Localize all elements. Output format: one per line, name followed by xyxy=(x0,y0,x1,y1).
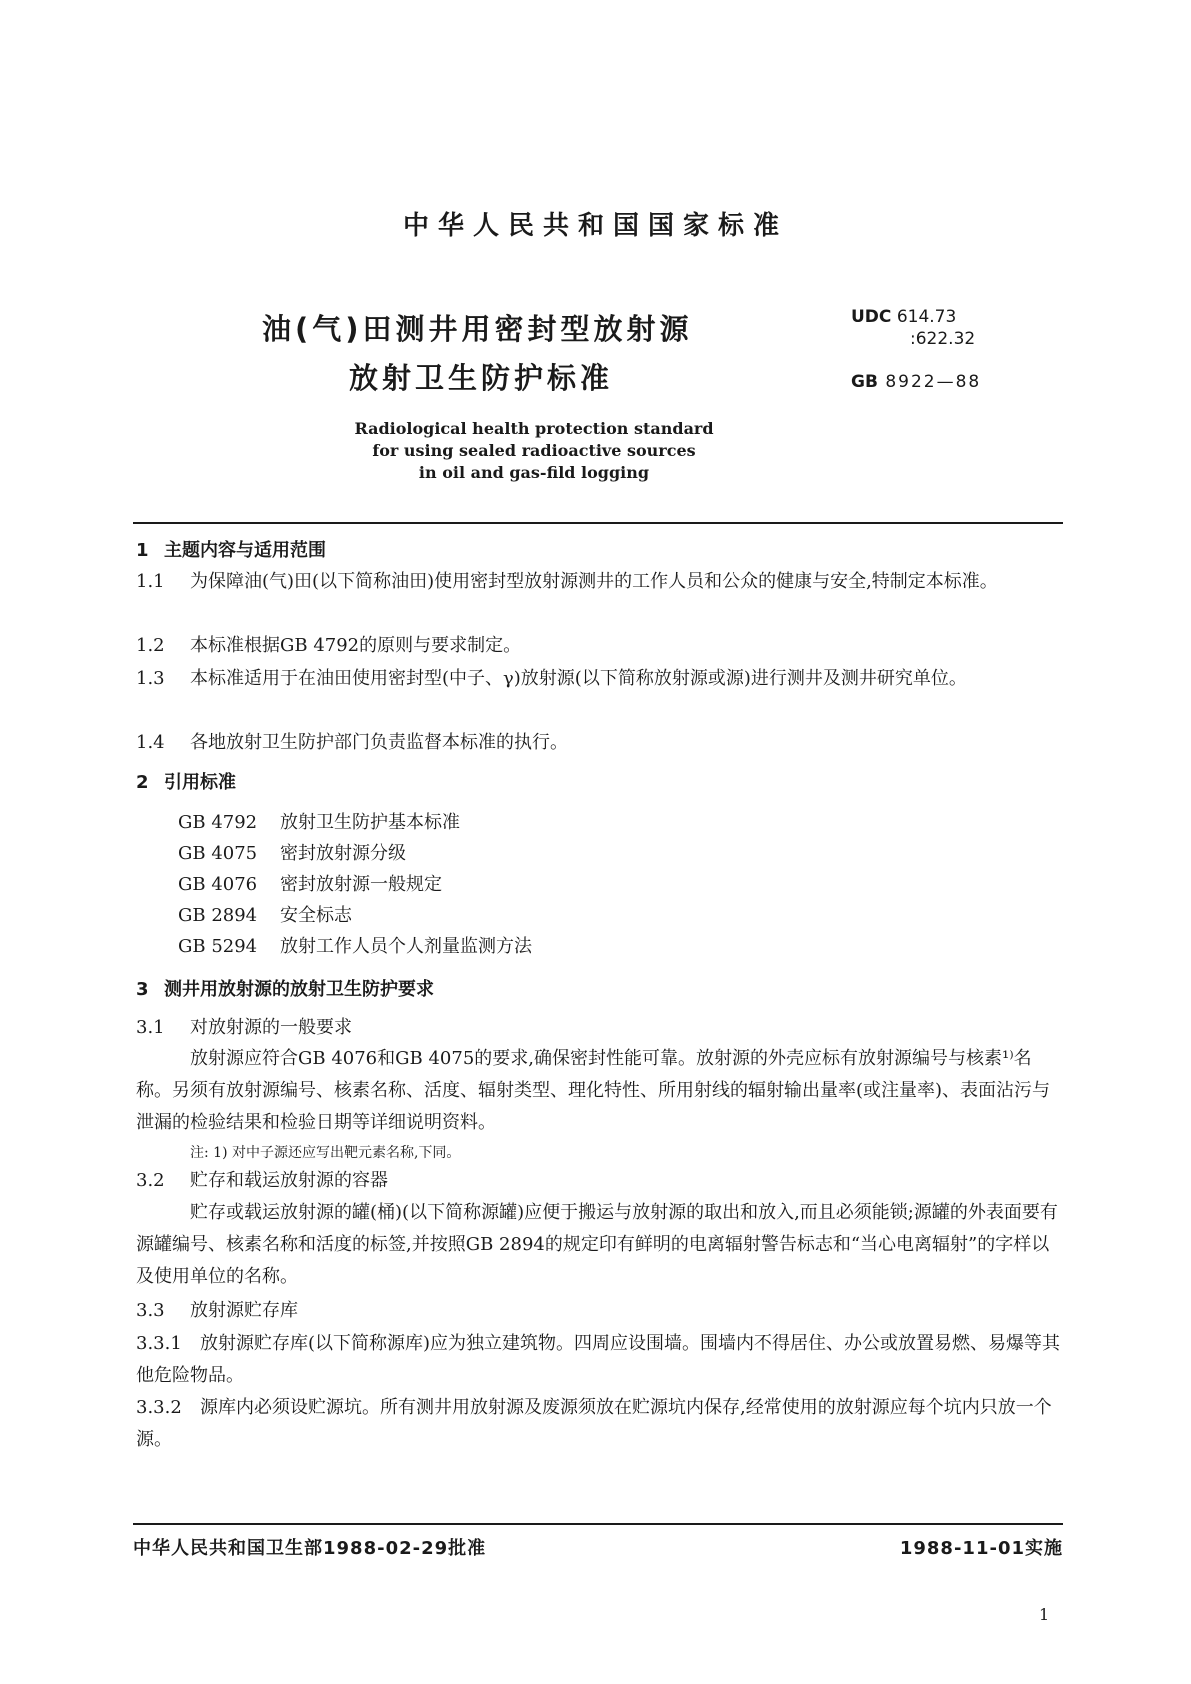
clause-1-3 xyxy=(136,663,1066,695)
udc-classification xyxy=(851,306,975,350)
clause-text: 各地放射卫生防护部门负责监督本标准的执行。 xyxy=(190,732,568,753)
clause-number: 3.3.1 xyxy=(136,1333,182,1354)
clause-3-3-2 xyxy=(136,1392,1066,1456)
clause-1-4 xyxy=(136,727,1066,759)
section-2-heading xyxy=(136,768,236,794)
reference-name: 密封放射源分级 xyxy=(280,843,406,864)
clause-text: 为保障油(气)田(以下简称油田)使用密封型放射源测井的工作人员和公众的健康与安全,特制定本标准。 xyxy=(190,571,998,592)
clause-title: 放射源贮存库 xyxy=(190,1300,298,1321)
udc-value: 614.73 xyxy=(896,307,957,327)
udc-label: UDC xyxy=(851,307,892,327)
section-number: 3 xyxy=(136,979,149,1000)
reference-item xyxy=(178,808,460,834)
reference-code: GB 2894 xyxy=(178,905,258,926)
english-title-line-2: for using sealed radioactive sources xyxy=(372,441,696,460)
reference-item xyxy=(178,870,442,896)
gb-label: GB xyxy=(851,372,878,392)
section-1-heading xyxy=(136,536,326,562)
reference-item xyxy=(178,839,406,865)
section-3-heading xyxy=(136,975,434,1001)
reference-name: 放射卫生防护基本标准 xyxy=(280,812,460,833)
reference-name: 放射工作人员个人剂量监测方法 xyxy=(280,936,532,957)
section-title: 测井用放射源的放射卫生防护要求 xyxy=(164,979,434,1000)
reference-item xyxy=(178,932,532,958)
reference-name: 密封放射源一般规定 xyxy=(280,874,442,895)
reference-code: GB 4076 xyxy=(178,874,258,895)
effective-date: 1988-11-01实施 xyxy=(899,1538,1063,1559)
title-line-1: 油(气)田测井用密封型放射源 xyxy=(262,312,693,346)
section-number: 1 xyxy=(136,540,149,561)
approval-statement: 中华人民共和国卫生部1988-02-29批准 xyxy=(133,1538,487,1559)
national-standard-heading: 中华人民共和国国家标准 xyxy=(402,211,788,241)
clause-1-2 xyxy=(136,630,1066,662)
english-title-line-3: in oil and gas-fild logging xyxy=(418,463,650,482)
clause-title: 对放射源的一般要求 xyxy=(190,1017,352,1038)
reference-code: GB 4792 xyxy=(178,812,258,833)
clause-number: 3.3.2 xyxy=(136,1397,182,1418)
reference-name: 安全标志 xyxy=(280,905,352,926)
clause-3-1-title xyxy=(136,1012,1066,1044)
page-number: 1 xyxy=(1039,1605,1050,1624)
gb-number: 8922—88 xyxy=(885,372,982,392)
clause-3-1-text: 放射源应符合GB 4076和GB 4075的要求,确保密封性能可靠。放射源的外壳应标有放射源编号与核素¹⁾名称。另须有放射源编号、核素名称、活度、辐射类型、理化特性、所用射线的辐射输出量率(或注量率)、表面沾污与泄漏的检验结果和检验日期等详细说明资料。 xyxy=(136,1048,1051,1133)
clause-number: 1.3 xyxy=(136,668,165,689)
clause-1-1 xyxy=(136,566,1066,598)
clause-3-3-1 xyxy=(136,1328,1066,1392)
reference-code: GB 5294 xyxy=(178,936,258,957)
clause-number: 1.1 xyxy=(136,571,165,592)
footer-divider xyxy=(133,1523,1063,1525)
gb-standard-number xyxy=(851,372,981,392)
clause-number: 1.4 xyxy=(136,732,165,753)
clause-number: 3.1 xyxy=(136,1017,165,1038)
clause-text: 放射源贮存库(以下简称源库)应为独立建筑物。四周应设围墙。围墙内不得居住、办公或放置易燃、易爆等其他危险物品。 xyxy=(136,1333,1061,1386)
reference-code: GB 4075 xyxy=(178,843,258,864)
footnote: 注: 1) 对中子源还应写出靶元素名称,下同。 xyxy=(190,1145,461,1161)
clause-3-2-text: 贮存或载运放射源的罐(桶)(以下简称源罐)应便于搬运与放射源的取出和放入,而且必须能锁;源罐的外表面要有源罐编号、核素名称和活度的标签,并按照GB 2894的规定印有鲜明的电离辐射警告标志和“当心电离辐射”的字样以及使用单位的名称。 xyxy=(136,1202,1058,1287)
clause-text: 源库内必须设贮源坑。所有测井用放射源及废源须放在贮源坑内保存,经常使用的放射源应每个坑内只放一个源。 xyxy=(136,1397,1052,1450)
reference-item xyxy=(178,901,352,927)
english-title-line-1: Radiological health protection standard xyxy=(354,419,714,438)
udc-sub-value: :622.32 xyxy=(910,329,976,349)
section-number: 2 xyxy=(136,772,149,793)
clause-number: 3.2 xyxy=(136,1170,165,1191)
clause-number: 3.3 xyxy=(136,1300,165,1321)
header-divider xyxy=(133,522,1063,524)
title-line-2: 放射卫生防护标准 xyxy=(349,361,614,395)
clause-3-3-title xyxy=(136,1295,1066,1327)
section-title: 引用标准 xyxy=(164,772,236,793)
clause-text: 本标准根据GB 4792的原则与要求制定。 xyxy=(190,635,522,656)
clause-3-2-title xyxy=(136,1165,1066,1197)
clause-text: 本标准适用于在油田使用密封型(中子、γ)放射源(以下简称放射源或源)进行测井及测井研究单位。 xyxy=(190,668,967,689)
clause-number: 1.2 xyxy=(136,635,165,656)
clause-title: 贮存和载运放射源的容器 xyxy=(190,1170,388,1191)
section-title: 主题内容与适用范围 xyxy=(164,540,326,561)
